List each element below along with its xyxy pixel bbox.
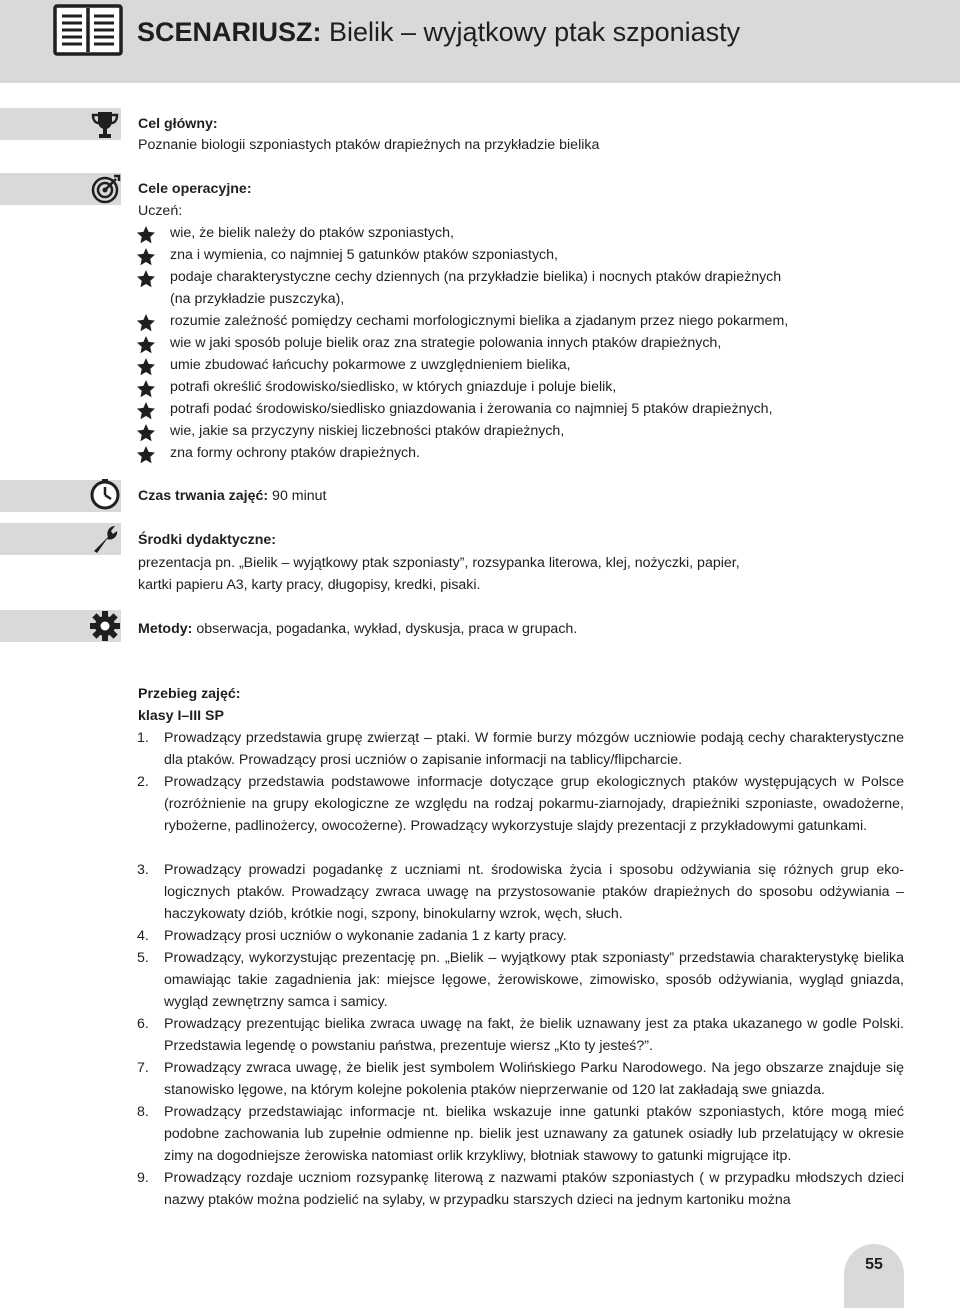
step-text: Prowadzący zwraca uwagę, że bielik jest symbolem Wolińskiego Parku Narodowego. Na jego obszarze znajduje się stanowisko lęgowe, na którym kolejne pokolenia ptaków nieprzerwanie od 120 lat zakładają swe gniazda.: [164, 1060, 904, 1098]
target-icon: [88, 173, 122, 207]
step-text: Prowadzący przedstawiając informacje nt. bielika wskazuje inne gatunki ptaków szponiastych, które mogą mieć podobne zachowania lub zupełnie odmienne np. bielik jest uznawany za gatunek osiadły lub przelatujący w okresie zimy na dogodniejsze żerowiska natomiast orlik krzykliwy, błotniak stawowy to gatunki migrujące itp.: [164, 1104, 904, 1164]
star-bullet-icon: [137, 424, 155, 442]
materials-line-1: prezentacja pn. „Bielik – wyjątkowy ptak szponiasty”, rozsypanka literowa, klej, nożyczki, papier,: [138, 555, 740, 571]
materials-label: Środki dydaktyczne:: [138, 532, 276, 548]
objective-item: potrafi podać środowisko/siedlisko gniazdowania i żerowania co najmniej 5 ptaków drapieżnych,: [170, 401, 773, 417]
star-bullet-icon: [137, 314, 155, 332]
step-number: 3.: [137, 862, 149, 878]
book-icon: [53, 4, 123, 56]
step-number: 8.: [137, 1104, 149, 1120]
step-text: Prowadzący prezentując bielika zwraca uwagę na fakt, że bielik uznawany jest za ptaka ukazanego w godle Polski. Przedstawia legendę o powstaniu państwa, prezentuje wiersz „Kto ty jesteś?”.: [164, 1016, 904, 1054]
step-text: Prowadzący prowadzi pogadankę z uczniami nt. środowiska życia i sposobu odżywiania się różnych grup ekologicznych ptaków. Prowadzący zwraca uwagę na przystosowanie ptaków drapieżnych do sposobu odżywiania – haczykowaty dziób, krótkie nogi, szpony, binokularny wzrok, węch, słuch.: [164, 862, 904, 922]
trophy-icon: [88, 108, 122, 142]
step-number: 7.: [137, 1060, 149, 1076]
step-number: 2.: [137, 774, 149, 790]
step-number: 9.: [137, 1170, 149, 1186]
gear-icon: [88, 609, 122, 643]
duration-value: 90 minut: [268, 488, 327, 504]
star-bullet-icon: [137, 226, 155, 244]
course-grade: klasy I–III SP: [138, 708, 224, 724]
page-title: [137, 15, 740, 49]
step-text: Prowadzący przedstawia grupę zwierząt – ptaki. W formie burzy mózgów uczniowie podają cechy charakterystyczne dla ptaków. Prowadzący prosi uczniów o zapisanie informacji na tablicy/flipcharcie.: [164, 730, 904, 768]
star-bullet-icon: [137, 358, 155, 376]
materials-line-2: kartki papieru A3, karty pracy, długopisy, kredki, pisaki.: [138, 577, 481, 593]
duration-line: [138, 485, 326, 507]
page-number-tab: [844, 1244, 904, 1308]
methods-line: [138, 618, 577, 640]
step-number: 6.: [137, 1016, 149, 1032]
objectives-label: Cele operacyjne:: [138, 181, 252, 197]
objective-item-continuation: (na przykładzie puszczyka),: [170, 291, 345, 307]
methods-value: obserwacja, pogadanka, wykład, dyskusja, praca w grupach.: [192, 621, 578, 637]
objective-item: zna formy ochrony ptaków drapieżnych.: [170, 445, 420, 461]
step-number: 4.: [137, 928, 149, 944]
star-bullet-icon: [137, 380, 155, 398]
course-label: Przebieg zajęć:: [138, 686, 241, 702]
goal-text: Poznanie biologii szponiastych ptaków drapieżnych na przykładzie bielika: [138, 137, 600, 153]
page-number: 55: [865, 1256, 883, 1273]
objective-item: wie w jaki sposób poluje bielik oraz zna strategie polowania innych ptaków drapieżnych,: [170, 335, 722, 351]
step-text: Prowadzący prosi uczniów o wykonanie zadania 1 z karty pracy.: [164, 928, 567, 944]
methods-label: Metody:: [138, 621, 193, 637]
star-bullet-icon: [137, 270, 155, 288]
star-bullet-icon: [137, 402, 155, 420]
star-bullet-icon: [137, 336, 155, 354]
objective-item: potrafi określić środowisko/siedlisko, w których gniazduje i poluje bielik,: [170, 379, 617, 395]
objective-item: podaje charakterystyczne cechy dziennych (na przykładzie bielika) i nocnych ptaków drapieżnych: [170, 269, 782, 285]
objective-item: zna i wymienia, co najmniej 5 gatunków ptaków szponiastych,: [170, 247, 558, 263]
star-bullet-icon: [137, 248, 155, 266]
objectives-intro: Uczeń:: [138, 203, 183, 219]
title-rest: Bielik – wyjątkowy ptak szponiasty: [321, 17, 741, 47]
goal-label: Cel główny:: [138, 116, 218, 132]
objective-item: rozumie zależność pomiędzy cechami morfologicznymi bielika a zjadanym przez niego pokarmem,: [170, 313, 789, 329]
star-bullet-icon: [137, 446, 155, 464]
objective-item: umie zbudować łańcuchy pokarmowe z uwzględnieniem bielika,: [170, 357, 571, 373]
objective-item: wie, jakie sa przyczyny niskiej liczebności ptaków drapieżnych,: [170, 423, 565, 439]
wrench-icon: [88, 521, 122, 555]
title-bold: SCENARIUSZ:: [137, 17, 322, 47]
step-text: Prowadzący rozdaje uczniom rozsypankę literową z nazwami ptaków szponiastych ( w przypadku młodszych dzieci nazwy ptaków można podzielić na sylaby, w przypadku starszych dzieci na jednym kartoniku można: [164, 1170, 904, 1208]
step-text: Prowadzący, wykorzystując prezentację pn. „Bielik – wyjątkowy ptak szponiasty” przedstawia charakterystykę bielika omawiając takie zagadnienia jak: miejsce lęgowe, żerowiskowe, zimowisko, sposób odżywiania, wygląd gniazda, wygląd zewnętrzny samca i samicy.: [164, 950, 904, 1010]
step-number: 1.: [137, 730, 149, 746]
duration-label: Czas trwania zajęć:: [138, 488, 269, 504]
step-text: Prowadzący przedstawia podstawowe informacje dotyczące grup ekologicznych ptaków występujących w Polsce (rozróżnienie na grupy ekologiczne ze względu na rodzaj pokarmu-ziarnojady, drapieżniki szponiaste, owadożerne, rybożerne, padlinożercy, owocożerne). Prowadzący wykorzystuje slajdy prezentacji z przykładowymi gatunkami.: [164, 774, 904, 834]
objective-item: wie, że bielik należy do ptaków szponiastych,: [170, 225, 454, 241]
clock-icon: [88, 478, 122, 512]
step-number: 5.: [137, 950, 149, 966]
